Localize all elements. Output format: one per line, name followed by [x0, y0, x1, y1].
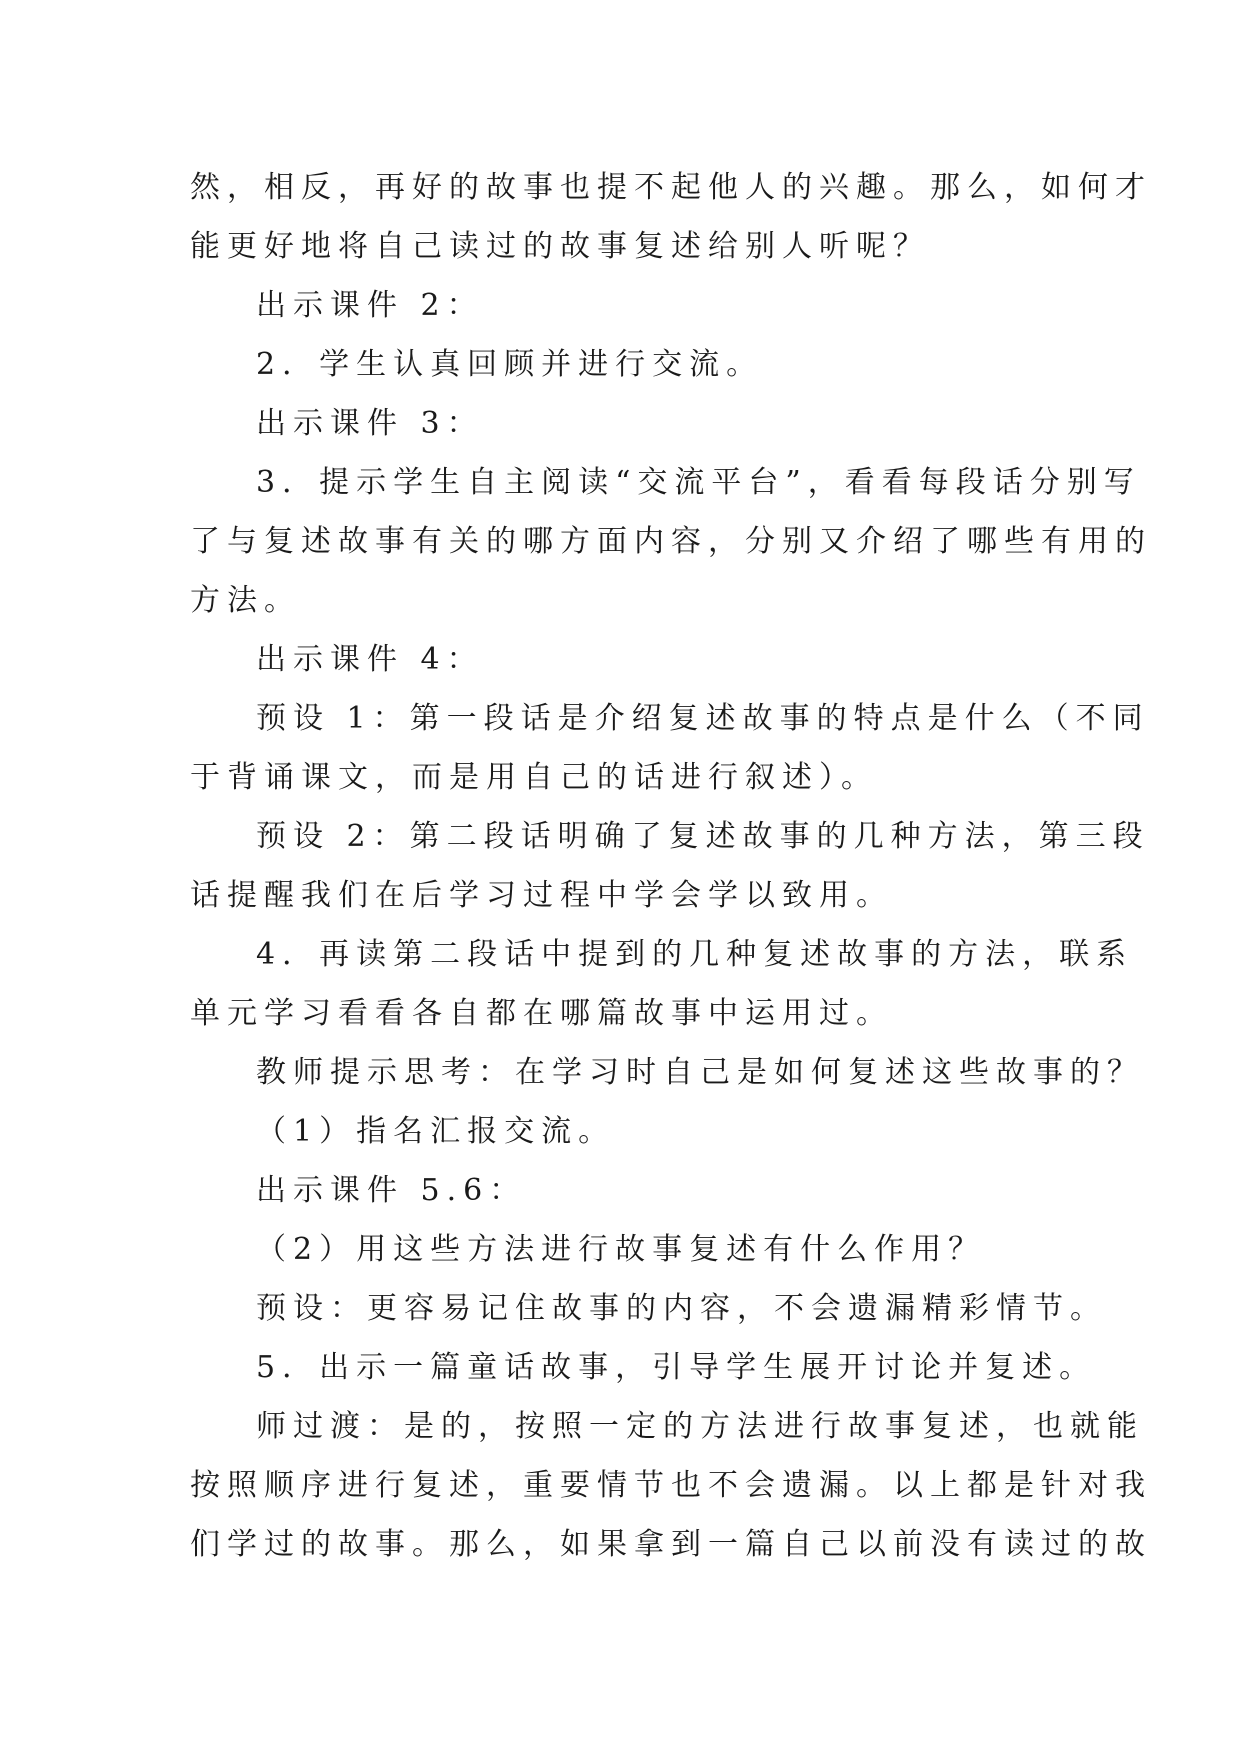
text-line: 2．学生认真回顾并进行交流。	[256, 347, 764, 382]
text-line: 出示课件 3：	[256, 406, 484, 441]
text-line: 话提醒我们在后学习过程中学会学以致用。	[190, 878, 893, 913]
text-line: 预设：更容易记住故事的内容，不会遗漏精彩情节。	[256, 1291, 1107, 1326]
text-line: 预设 1：第一段话是介绍复述故事的特点是什么（不同	[256, 701, 1150, 736]
text-line: （1）指名汇报交流。	[256, 1114, 616, 1149]
text-line: 于背诵课文，而是用自己的话进行叙述）。	[190, 760, 878, 795]
text-line: 了与复述故事有关的哪方面内容，分别又介绍了哪些有用的	[190, 524, 1152, 559]
text-line: 方法。	[190, 583, 301, 618]
text-line: 4．再读第二段话中提到的几种复述故事的方法，联系	[256, 937, 1134, 972]
text-line: 预设 2：第二段话明确了复述故事的几种方法，第三段	[256, 819, 1150, 854]
text-line: 3．提示学生自主阅读“交流平台”，看看每段话分别写	[256, 465, 1141, 500]
text-line: 能更好地将自己读过的故事复述给别人听呢？	[190, 229, 930, 264]
text-line: 出示课件 2：	[256, 288, 484, 323]
text-line: 们学过的故事。那么，如果拿到一篇自己以前没有读过的故	[190, 1527, 1152, 1562]
text-line: 出示课件 5.6：	[256, 1173, 527, 1208]
text-line: 师过渡：是的，按照一定的方法进行故事复述，也就能	[256, 1409, 1144, 1444]
text-line: 按照顺序进行复述，重要情节也不会遗漏。以上都是针对我	[190, 1468, 1152, 1503]
document-body	[190, 158, 1152, 1574]
text-line: 5．出示一篇童话故事，引导学生展开讨论并复述。	[256, 1350, 1097, 1385]
text-line: 出示课件 4：	[256, 642, 484, 677]
text-line: 然，相反，再好的故事也提不起他人的兴趣。那么，如何才	[190, 170, 1152, 205]
text-line: 教师提示思考：在学习时自己是如何复述这些故事的？	[256, 1055, 1144, 1090]
text-line: 单元学习看看各自都在哪篇故事中运用过。	[190, 996, 893, 1031]
text-line: （2）用这些方法进行故事复述有什么作用？	[256, 1232, 986, 1267]
